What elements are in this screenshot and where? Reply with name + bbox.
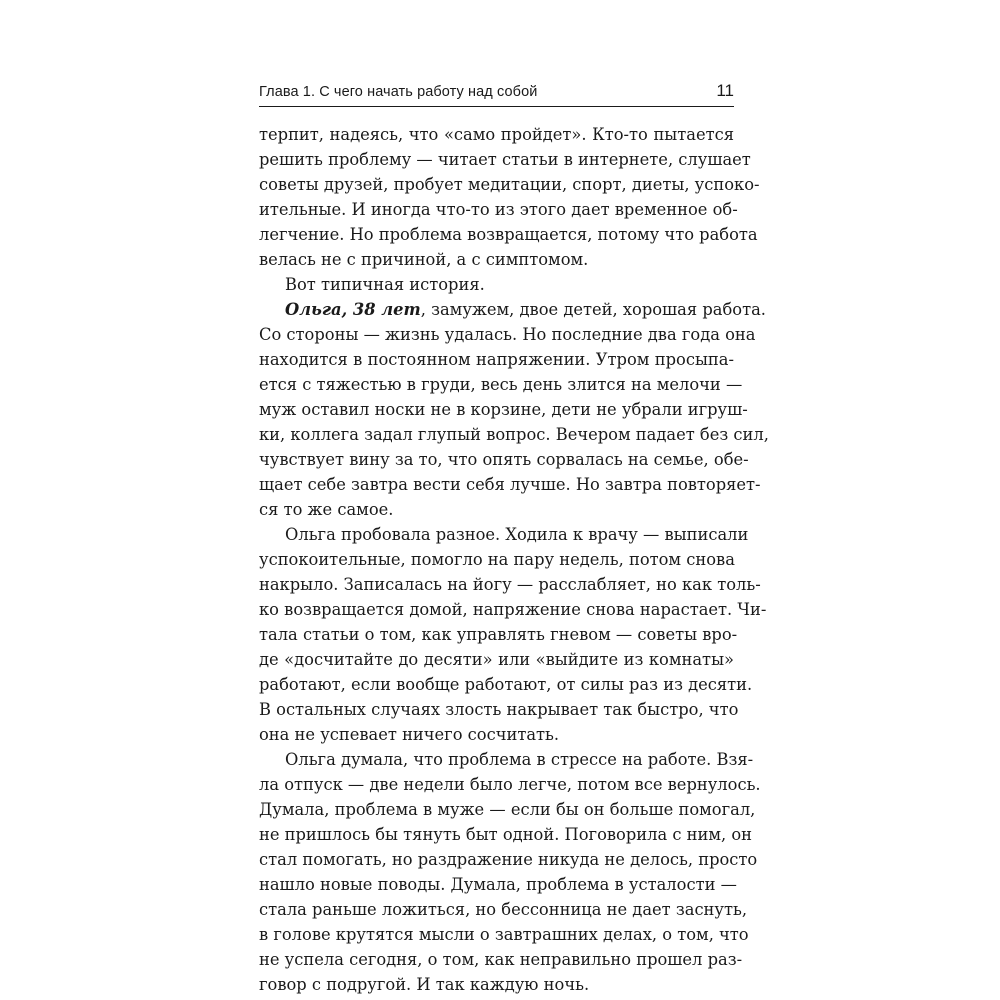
text-line: терпит, надеясь, что «само пройдет». Кто-то пытается: [259, 125, 734, 144]
text-line: Вот типичная история.: [285, 275, 485, 294]
text-line: ки, коллега задал глупый вопрос. Вечером падает без сил,: [259, 425, 769, 444]
body-text: [259, 122, 769, 997]
running-header: [259, 80, 734, 107]
text-line: ко возвращается домой, напряжение снова нарастает. Чи-: [259, 600, 767, 619]
paragraph: [259, 122, 760, 272]
case-intro: , замужем, двое детей, хорошая работа.: [420, 300, 766, 319]
page-number: 11: [716, 81, 734, 100]
text-line: в голове крутятся мысли о завтрашних делах, о том, что: [259, 925, 749, 944]
case-name: Ольга, 38 лет: [285, 300, 421, 319]
text-line: стала раньше ложиться, но бессонница не дает заснуть,: [259, 900, 748, 919]
text-line: В остальных случаях злость накрывает так быстро, что: [259, 700, 739, 719]
text-line: Со стороны — жизнь удалась. Но последние два года она: [259, 325, 756, 344]
text-line: чувствует вину за то, что опять сорвалась на семье, обе-: [259, 450, 749, 469]
text-line: говор с подругой. И так каждую ночь.: [259, 975, 590, 994]
text-line: нашло новые поводы. Думала, проблема в усталости —: [259, 875, 737, 894]
text-line: де «досчитайте до десяти» или «выйдите из комнаты»: [259, 650, 734, 669]
text-line: ительные. И иногда что-то из этого дает временное об-: [259, 200, 738, 219]
paragraph: [259, 297, 769, 522]
text-line: Ольга думала, что проблема в стрессе на работе. Взя-: [285, 750, 754, 769]
text-line: решить проблему — читает статьи в интернете, слушает: [259, 150, 751, 169]
text-line: ся то же самое.: [259, 500, 394, 519]
paragraph: [259, 747, 761, 997]
text-line: советы друзей, пробует медитации, спорт, диеты, успоко-: [259, 175, 760, 194]
text-line: Думала, проблема в муже — если бы он больше помогал,: [259, 800, 756, 819]
text-line: щает себе завтра вести себя лучше. Но завтра повторяет-: [259, 475, 761, 494]
text-line: накрыло. Записалась на йогу — расслабляет, но как толь-: [259, 575, 761, 594]
text-line: ется с тяжестью в груди, весь день злится на мелочи —: [259, 375, 743, 394]
text-line: успокоительные, помогло на пару недель, потом снова: [259, 550, 735, 569]
text-line: Ольга пробовала разное. Ходила к врачу — выписали: [285, 525, 749, 544]
text-line: тала статьи о том, как управлять гневом — советы вро-: [259, 625, 738, 644]
text-line: находится в постоянном напряжении. Утром просыпа-: [259, 350, 734, 369]
text-line: работают, если вообще работают, от силы раз из десяти.: [259, 675, 753, 694]
paragraph: [259, 522, 767, 747]
text-line: не пришлось бы тянуть быт одной. Поговорила с ним, он: [259, 825, 753, 844]
text-line: ла отпуск — две недели было легче, потом все вернулось.: [259, 775, 761, 794]
text-line: не успела сегодня, о том, как неправильно прошел раз-: [259, 950, 743, 969]
text-line: легчение. Но проблема возвращается, потому что работа: [259, 225, 758, 244]
text-line: она не успевает ничего сосчитать.: [259, 725, 560, 744]
text-line: муж оставил носки не в корзине, дети не убрали игруш-: [259, 400, 748, 419]
paragraph: [259, 272, 734, 297]
text-line: велась не с причиной, а с симптомом.: [259, 250, 589, 269]
text-line: стал помогать, но раздражение никуда не делось, просто: [259, 850, 758, 869]
chapter-title: Глава 1. С чего начать работу над собой: [259, 84, 538, 100]
text-line: [259, 297, 766, 322]
